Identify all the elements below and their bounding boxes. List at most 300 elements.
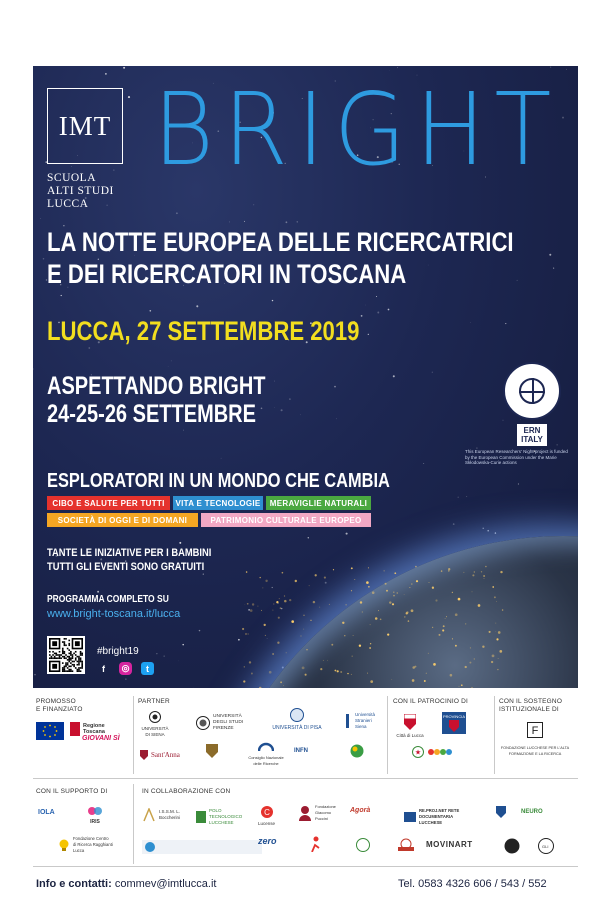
city-light [485,566,487,568]
city-light [310,620,311,621]
qr-module [80,651,82,653]
program-link[interactable]: www.bright-toscana.it/lucca [47,608,181,620]
tag-society: SOCIETÀ DI OGGI E DI DOMANI [47,513,198,527]
qr-module [72,657,74,659]
qr-module [65,654,67,656]
qr-module [68,666,70,668]
city-light [491,661,493,663]
city-light [465,623,466,624]
crest-icon [404,714,416,730]
star [176,212,178,214]
qr-module [68,649,70,651]
qr-module [70,653,72,655]
city-light [247,603,249,605]
qr-module [55,653,57,655]
city-light [351,655,352,656]
tag-natural-wonders: MERAVIGLIE NATURALI [266,496,371,510]
siena-logo [140,711,170,738]
city-light [384,570,385,571]
f-letter-icon [527,722,543,738]
star [334,386,336,388]
qr-module [73,661,75,663]
pegasus-icon [70,722,80,736]
city-light [351,590,352,591]
city-light [393,595,395,597]
qr-module [80,654,82,656]
city-light [393,591,394,592]
qr-module [59,656,61,658]
qr-module [54,656,56,658]
waiting-bright [47,372,266,428]
city-light [273,603,274,604]
seal-icon [196,716,210,730]
qr-module [64,638,66,640]
svg-text:F: F [531,725,539,737]
city-light [249,661,251,663]
city-light [443,625,445,627]
city-light [426,673,427,674]
qr-finder [75,641,80,646]
qr-module [78,669,80,671]
city-light [340,671,342,673]
collaboration-label: IN COLLABORAZIONE CON [142,788,231,795]
city-light [412,679,415,682]
qr-module [77,656,79,658]
qr-module [68,656,70,658]
city-light [481,571,482,572]
star [423,463,424,464]
city-light [392,603,394,605]
divider [387,696,388,774]
star [566,69,567,70]
promoted-label: PROMOSSO E FINANZIATO [36,698,83,713]
city-light [354,579,355,580]
city-light [359,645,361,647]
city-light [261,610,262,611]
cnr-text: Consiglio Nazionale delle Ricerche [248,755,284,766]
city-light [435,599,437,601]
star [88,347,90,349]
city-light [280,607,282,609]
shield-icon [140,750,148,760]
qr-module [68,661,70,663]
city-light [378,610,379,611]
city-light [323,660,324,661]
city-light [334,670,336,672]
support-label: CON IL SUPPORTO DI [36,788,108,795]
city-light [245,633,247,635]
qr-module [70,657,72,659]
city-light [432,627,433,628]
city-light [497,669,498,670]
qr-module [62,641,64,643]
facebook-icon[interactable]: f [102,663,105,674]
city-light [242,628,244,630]
imt-subtitle [47,172,114,211]
city-light [495,631,496,632]
twitter-icon[interactable]: t [141,662,154,675]
qr-module [80,670,82,672]
qr-module [70,670,72,672]
qr-module [70,662,72,664]
imt-sub-line-2: ALTI STUDI [47,185,114,197]
city-light [367,673,368,674]
neuro-logo [496,806,543,818]
city-light [370,643,371,644]
instagram-icon[interactable]: ◎ [119,662,132,675]
portrait-icon [298,805,312,821]
gli-logo [538,838,554,854]
qr-module [64,657,66,659]
star [467,496,468,497]
qr-module [78,670,80,672]
qr-module [81,653,83,655]
city-light [309,585,310,586]
star [557,444,558,445]
city-light [484,578,485,579]
star [346,533,348,535]
city-light [498,631,501,634]
city-light [452,638,453,639]
star [171,361,172,362]
city-light [305,674,307,676]
qr-module [81,654,83,656]
star [272,300,273,301]
city-light [246,571,248,573]
qr-module [52,654,54,656]
ridocu-text: RE.PROJ.NET RETE DOCUMENTARIA LUCCHESE [419,808,460,825]
ridocu-logo [404,808,471,826]
city-light [327,660,328,661]
provincia-logo [442,712,466,734]
city-light [344,635,345,636]
city-light [272,610,273,611]
city-light [259,687,262,688]
earth-globe [203,536,578,688]
qr-module [55,654,57,656]
waiting-dates: 24-25-26 SETTEMBRE [47,400,256,428]
qr-module [65,657,67,659]
city-light [278,617,280,619]
qr-module [62,669,64,671]
headline-line-1: LA NOTTE EUROPEA DELLE RICERCATRICI [47,227,514,257]
star [123,67,125,69]
qr-module [54,657,56,659]
iris-text: IRIS [90,819,100,825]
ciliegia-logo [396,838,416,852]
city-light [459,686,460,687]
city-light [404,594,405,595]
star [470,322,471,323]
city-light [369,647,371,649]
city-light [494,596,496,598]
provincia-icon [442,712,466,734]
program-label: PROGRAMMA COMPLETO SU [47,594,169,605]
qr-module [67,667,69,669]
star [156,653,157,654]
qr-module [78,659,80,661]
waiting-title: ASPETTANDO BRIGHT [47,372,266,400]
star [518,483,519,484]
iola-logo [38,810,55,816]
svg-text:PROVINCIA: PROVINCIA [442,714,466,719]
star [183,430,184,431]
star [388,309,390,311]
firenze-logo [196,714,253,732]
qr-module [72,656,74,658]
qr-module [80,657,82,659]
city-light [243,680,245,682]
city-light [248,634,249,635]
city-light [492,655,495,658]
city-light [262,587,263,588]
qr-module [67,662,69,664]
star [495,532,496,533]
city-light [474,658,475,659]
city-light [482,645,484,647]
partner-label: PARTNER [138,698,170,705]
city-light [250,609,253,612]
toscana-text: Regione Toscana [83,723,105,735]
star [336,418,337,419]
ragghianti-logo [58,836,113,854]
city-light [411,583,413,585]
qr-module [78,656,80,658]
pisa-logo [272,708,322,731]
qr-module [64,667,66,669]
city-light [385,583,387,585]
qr-module [68,670,70,672]
qr-module [62,649,64,651]
qr-module [80,661,82,663]
qr-module [70,659,72,661]
bright-title: BRIGHT [153,71,561,188]
city-light [499,650,502,653]
seal-icon [149,711,161,723]
seal-icon [290,708,304,722]
city-light [264,624,266,626]
qr-module [65,638,67,640]
cubes-logo [142,840,262,854]
neuro-text: NEURO [521,809,543,815]
qr-module [73,666,75,668]
divider [33,778,578,779]
city-light [470,647,471,648]
qr-module [57,654,59,656]
qr-module [64,641,66,643]
pisa-text: UNIVERSITÀ DI PISA [272,725,322,731]
imt-logo: IMT [47,88,123,164]
city-light [283,685,284,686]
star [289,398,291,400]
cnr-logo [248,742,284,767]
star [505,323,506,324]
star [517,280,518,281]
city-light [498,658,499,659]
italia-logo [412,746,424,758]
qr-module [64,653,66,655]
qr-module [78,667,80,669]
star [281,409,283,411]
qr-module [68,643,70,645]
city-light [372,591,375,594]
city-light [432,587,434,589]
firenze-text: UNIVERSITÀ DEGLI STUDI FIRENZE [213,714,244,731]
star [113,170,114,171]
star [229,221,230,222]
qr-module [81,667,83,669]
qr-module [62,656,64,658]
qr-module [68,640,70,642]
city-light [461,684,463,686]
regione-toscana-logo [70,722,113,736]
polo-icon [196,811,206,823]
star [458,497,459,498]
qr-module [77,669,79,671]
harp-icon [142,808,156,822]
city-light [439,634,441,636]
city-light [286,652,287,653]
ragghianti-text: Fondazione Centro di Ricerca Ragghianti Lucca [73,836,113,853]
unit-logo [206,744,218,758]
city-light [245,604,246,605]
star [97,591,99,593]
hashtag: #bright19 [97,646,139,657]
city-light [280,681,282,683]
star [125,89,126,90]
qr-code[interactable] [47,636,85,674]
imt-sub-line-3: LUCCA [47,198,89,210]
city-light [329,604,330,605]
city-light [265,580,267,582]
star [453,523,455,525]
qr-module [78,661,80,663]
qr-module [59,651,61,653]
star [483,528,484,529]
city-light [279,598,280,599]
qr-module [64,656,66,658]
qr-module [62,670,64,672]
funding-note: This European Researchers' Night project is funded by the European Commission under the Marie Skłodowska-Curie actions [465,449,568,465]
city-light [315,574,317,576]
footer-email[interactable]: commev@imtlucca.it [111,878,217,890]
city-light [284,595,285,596]
globe-icon [350,744,364,758]
bar-icon [346,714,352,728]
kids-info [47,546,211,574]
shield-icon [496,806,506,818]
lucense-text: Lucense [258,821,276,826]
iris-icon [88,806,102,816]
fondazione-text: FONDAZIONE LUCCHESE PER L'ALTA FORMAZIONE E LA RICERCA [500,746,570,756]
movinart-text: MOVINART [426,840,473,849]
qr-module [78,664,80,666]
city-light [291,620,294,623]
qr-module [59,654,61,656]
city-light [289,599,291,601]
qr-module [70,669,72,671]
agora-text: Agorà [350,807,371,814]
star [196,305,198,307]
star [253,204,254,205]
city-light [489,631,491,633]
star [365,305,366,306]
zero-mark: zero [258,836,277,846]
boccherini-logo [142,808,199,822]
city-light [300,635,301,636]
svg-text:★: ★ [414,749,422,757]
imt-sub-line-1: SCUOLA [47,172,97,184]
book-icon [404,812,416,822]
boccherini-text: I.S.S.M. L. Boccherini [159,809,181,820]
city-light [415,566,417,568]
city-light [441,570,442,571]
star [549,254,551,256]
qr-module [75,651,77,653]
city-light [351,567,353,569]
puccini-logo [298,804,341,822]
qr-module [67,659,69,661]
divider [33,866,578,867]
footer-contact-label: Info e contatti: [36,878,112,890]
city-light [331,644,333,646]
star [503,420,504,421]
event-date: LUCCA, 27 SETTEMBRE 2019 [47,316,360,346]
city-light [424,680,426,682]
star [368,334,369,335]
polo-logo [196,808,249,826]
qr-module [62,651,64,653]
divider [133,784,134,864]
city-light [492,586,494,588]
city-light [277,642,279,644]
qr-module [67,648,69,650]
star [105,73,107,75]
qr-module [64,670,66,672]
city-light [409,587,410,588]
qr-module [75,654,77,656]
city-light [465,666,467,668]
city-light [445,618,446,619]
city-light [397,592,398,593]
city-light [284,600,287,603]
italy-text: ITALY [521,435,543,444]
city-light [452,592,453,593]
star [199,630,200,631]
city-light [442,629,444,631]
lucense-logo [258,806,275,827]
star [553,268,554,269]
qr-module [75,657,77,659]
city-light [302,667,305,670]
agora-logo [350,808,370,814]
qr-module [80,667,82,669]
city-light [347,673,348,674]
city-light [408,620,410,622]
star [393,375,395,377]
city-lights [203,536,578,688]
city-light [446,616,447,617]
runner-logo [308,836,322,852]
qr-module [81,661,83,663]
city-light [404,616,406,618]
city-light [282,572,284,574]
city-light [295,580,297,582]
qr-module [75,659,77,661]
c-icon [261,806,273,818]
qr-module [77,661,79,663]
city-light [353,635,354,636]
